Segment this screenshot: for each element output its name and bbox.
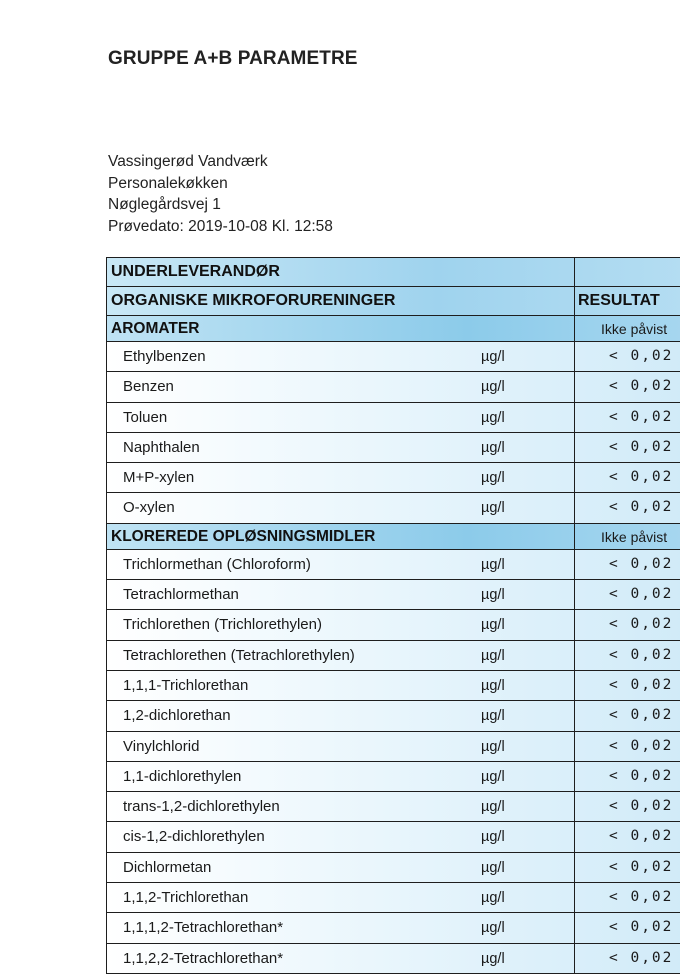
subcontractor-label: UNDERLEVERANDØR <box>111 263 280 280</box>
table-row <box>107 671 680 701</box>
unit-label: µg/l <box>481 890 505 907</box>
parameter-name: 1,2-dichlorethan <box>123 707 231 725</box>
document-title: GRUPPE A+B PARAMETRE <box>108 48 358 69</box>
parameter-name: 1,1,1-Trichlorethan <box>123 676 249 694</box>
parameter-name: 1,1-dichlorethylen <box>123 767 242 785</box>
table-row <box>107 433 680 463</box>
section-result-cell <box>574 316 668 341</box>
unit-label: µg/l <box>481 349 505 365</box>
result-value: < 0,02 <box>609 469 674 486</box>
table-row <box>107 641 680 671</box>
unit-label: µg/l <box>481 409 505 426</box>
unit-label: µg/l <box>481 439 505 456</box>
result-value: < 0,02 <box>609 348 674 364</box>
table-row <box>107 822 680 852</box>
section-label: AROMATER <box>111 320 200 337</box>
result-value: < 0,02 <box>609 949 674 966</box>
result-cell <box>574 580 674 609</box>
unit-label: µg/l <box>481 587 505 604</box>
parameter-name: 1,1,2-Trichlorethan <box>123 889 249 907</box>
unit-label: µg/l <box>481 920 505 937</box>
unit-label: µg/l <box>481 768 505 785</box>
table-row <box>107 550 680 580</box>
parameter-name: Toluen <box>123 408 168 426</box>
table-body <box>107 316 680 974</box>
section-result-cell <box>574 524 668 549</box>
parameter-name: Dichlormetan <box>123 858 212 876</box>
result-value: < 0,02 <box>609 767 674 784</box>
result-cell <box>574 732 674 761</box>
parameter-name: Tetrachlormethan <box>123 586 239 604</box>
parameter-name: Benzen <box>123 378 174 396</box>
parameter-name: Ethylbenzen <box>123 348 206 365</box>
unit-label: µg/l <box>481 617 505 634</box>
section-row <box>107 316 680 342</box>
result-cell <box>574 372 674 401</box>
result-cell <box>574 883 674 912</box>
unit-label: µg/l <box>481 677 505 694</box>
unit-label: µg/l <box>481 470 505 487</box>
table-row <box>107 463 680 493</box>
table-row <box>107 580 680 610</box>
unit-label: µg/l <box>481 708 505 725</box>
section-result: Ikke påvist <box>601 528 668 545</box>
unit-label: µg/l <box>481 500 505 517</box>
group-label: ORGANISKE MIKROFORURENINGER <box>111 292 396 309</box>
parameter-name: Trichlormethan (Chloroform) <box>123 555 311 573</box>
parameter-name: 1,1,2,2-Tetrachlorethan* <box>123 949 284 967</box>
result-value: < 0,02 <box>609 737 674 754</box>
table-row <box>107 853 680 883</box>
unit-label: µg/l <box>481 647 505 664</box>
result-cell <box>574 853 674 882</box>
result-value: < 0,02 <box>609 798 674 815</box>
parameter-name: Trichlorethen (Trichlorethylen) <box>123 616 322 634</box>
parameter-name: O-xylen <box>123 499 175 517</box>
unit-label: µg/l <box>481 556 505 573</box>
result-cell <box>574 463 674 492</box>
unit-label: µg/l <box>481 829 505 846</box>
table-row <box>107 732 680 762</box>
table-row <box>107 792 680 822</box>
parameter-name: 1,1,1,2-Tetrachlorethan* <box>123 919 284 937</box>
section-row <box>107 524 680 550</box>
address-line: Personalekøkken <box>108 174 228 192</box>
result-cell <box>574 822 674 851</box>
table-row <box>107 883 680 913</box>
result-value: < 0,02 <box>609 828 674 845</box>
result-value: < 0,02 <box>609 378 674 395</box>
result-cell <box>574 944 674 973</box>
result-cell <box>574 913 674 942</box>
section-label: KLOREREDE OPLØSNINGSMIDLER <box>111 527 376 545</box>
address-block <box>108 151 333 237</box>
result-value: < 0,02 <box>609 555 674 572</box>
result-value: < 0,02 <box>609 499 674 516</box>
sample-date: Prøvedato: 2019-10-08 Kl. 12:58 <box>108 217 333 235</box>
table-row <box>107 762 680 792</box>
result-value: < 0,02 <box>609 889 674 906</box>
subcontractor-header-row <box>107 258 680 287</box>
parameter-name: M+P-xylen <box>123 469 195 487</box>
result-value: < 0,02 <box>609 616 674 633</box>
result-header-cell <box>574 287 660 315</box>
result-value: < 0,02 <box>609 438 674 455</box>
address-line: Vassingerød Vandværk <box>108 153 268 170</box>
result-cell <box>574 701 674 730</box>
result-cell <box>574 342 674 371</box>
result-value: < 0,02 <box>609 646 674 663</box>
results-table <box>106 257 680 974</box>
result-cell <box>574 762 674 791</box>
subcontractor-result-cell <box>574 258 575 286</box>
unit-label: µg/l <box>481 379 505 396</box>
unit-label: µg/l <box>481 738 505 755</box>
unit-label: µg/l <box>481 799 505 816</box>
table-row <box>107 372 680 402</box>
parameter-name: Vinylchlorid <box>123 737 200 755</box>
result-cell <box>574 641 674 670</box>
unit-label: µg/l <box>481 859 505 876</box>
result-value: < 0,02 <box>609 408 674 425</box>
table-row <box>107 944 680 974</box>
parameter-name: cis-1,2-dichlorethylen <box>123 828 265 846</box>
result-header: RESULTAT <box>578 292 660 309</box>
result-value: < 0,02 <box>609 586 674 603</box>
address-line: Nøglegårdsvej 1 <box>108 196 221 213</box>
result-value: < 0,02 <box>609 858 674 875</box>
parameter-name: Naphthalen <box>123 438 200 456</box>
table-row <box>107 610 680 640</box>
result-cell <box>574 433 674 462</box>
result-value: < 0,02 <box>609 919 674 936</box>
result-cell <box>574 493 674 522</box>
result-cell <box>574 403 674 432</box>
result-value: < 0,02 <box>609 676 674 693</box>
result-value: < 0,02 <box>609 707 674 724</box>
unit-label: µg/l <box>481 950 505 967</box>
result-cell <box>574 550 674 579</box>
table-row <box>107 342 680 372</box>
section-result: Ikke påvist <box>601 321 668 337</box>
result-cell <box>574 671 674 700</box>
table-row <box>107 913 680 943</box>
table-row <box>107 403 680 433</box>
table-row <box>107 701 680 731</box>
result-cell <box>574 610 674 639</box>
table-row <box>107 493 680 523</box>
result-cell <box>574 792 674 821</box>
parameter-name: trans-1,2-dichlorethylen <box>123 798 280 816</box>
group-header-row <box>107 287 680 316</box>
parameter-name: Tetrachlorethen (Tetrachlorethylen) <box>123 646 355 664</box>
